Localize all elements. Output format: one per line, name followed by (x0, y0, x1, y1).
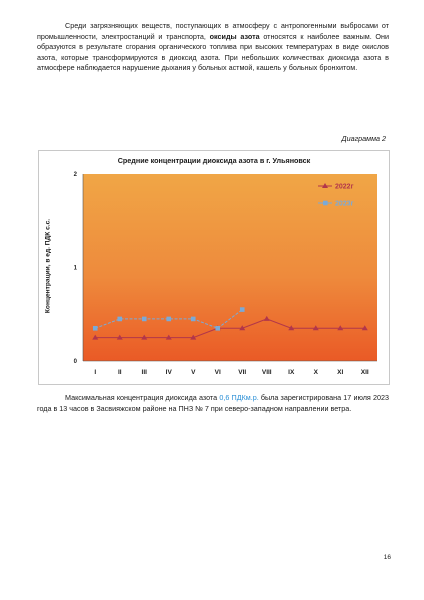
series-point-2023г-IV (166, 317, 171, 322)
x-tick-label-I: I (94, 369, 97, 376)
chart-y-axis-label: Концентрации, в ед. ПДК с.с. (44, 218, 52, 314)
page-number: 16 (383, 554, 391, 561)
legend-marker-2023г (323, 201, 328, 206)
x-tick-label-IX: IX (288, 369, 295, 376)
max-concentration-paragraph (37, 393, 389, 414)
x-tick-label-VIII: VIII (261, 369, 272, 376)
y-tick-label-0: 0 (73, 359, 77, 365)
intro-tail-text: относятся к наиболее важным. Они образуются в результате сгорания органического топлива при высоких температурах в виде окислов азота, которые трансформируются в диоксид азота. При небольших количествах диоксида азота в атмосфере наблюдается нарушение дыхания у больных астмой, кашель у больных бронхитом. (37, 31, 389, 73)
series-point-2023г-II (117, 317, 122, 322)
intro-lead-text: Среди загрязняющих веществ, поступающих в атмосферу с антропогенными выбросами от промышленности, электростанций и транспорта, (37, 21, 389, 41)
x-tick-label-V: V (191, 369, 196, 376)
x-tick-label-XI: XI (337, 369, 344, 376)
series-point-2023г-V (191, 317, 196, 322)
x-tick-label-IV: IV (165, 369, 172, 376)
series-point-2023г-I (93, 326, 98, 331)
y-tick-label-2: 2 (73, 172, 77, 178)
diagram-caption: Диаграмма 2 (341, 134, 386, 143)
intro-bold-term: оксиды азота (209, 31, 260, 41)
series-point-2023г-III (142, 317, 147, 322)
series-point-2023г-VI (215, 326, 220, 331)
max-lead-text: Максимальная концентрация диоксида азота (65, 393, 220, 402)
series-point-2023г-VII (240, 307, 245, 312)
x-tick-label-XII: XII (360, 369, 369, 376)
x-tick-label-VII: VII (238, 369, 247, 376)
chart-plot-area (83, 174, 377, 361)
legend-label-2022г: 2022г (335, 183, 354, 191)
x-tick-label-II: II (117, 369, 122, 376)
max-value-highlight: 0,6 ПДКм.р. (219, 393, 259, 402)
x-tick-label-III: III (141, 369, 147, 376)
chart-title: Средние концентрации диоксида азота в г. Ульяновск (117, 156, 311, 165)
y-tick-label-1: 1 (73, 265, 77, 272)
x-tick-label-VI: VI (214, 369, 221, 376)
x-tick-label-X: X (313, 369, 318, 376)
legend-label-2023г: 2023г (335, 200, 354, 208)
max-tail-text: была зарегистрирована 17 июля 2023 года в 13 часов в Засвияжском районе на ПНЗ № 7 при северо-западном направлении ветра. (37, 393, 389, 413)
